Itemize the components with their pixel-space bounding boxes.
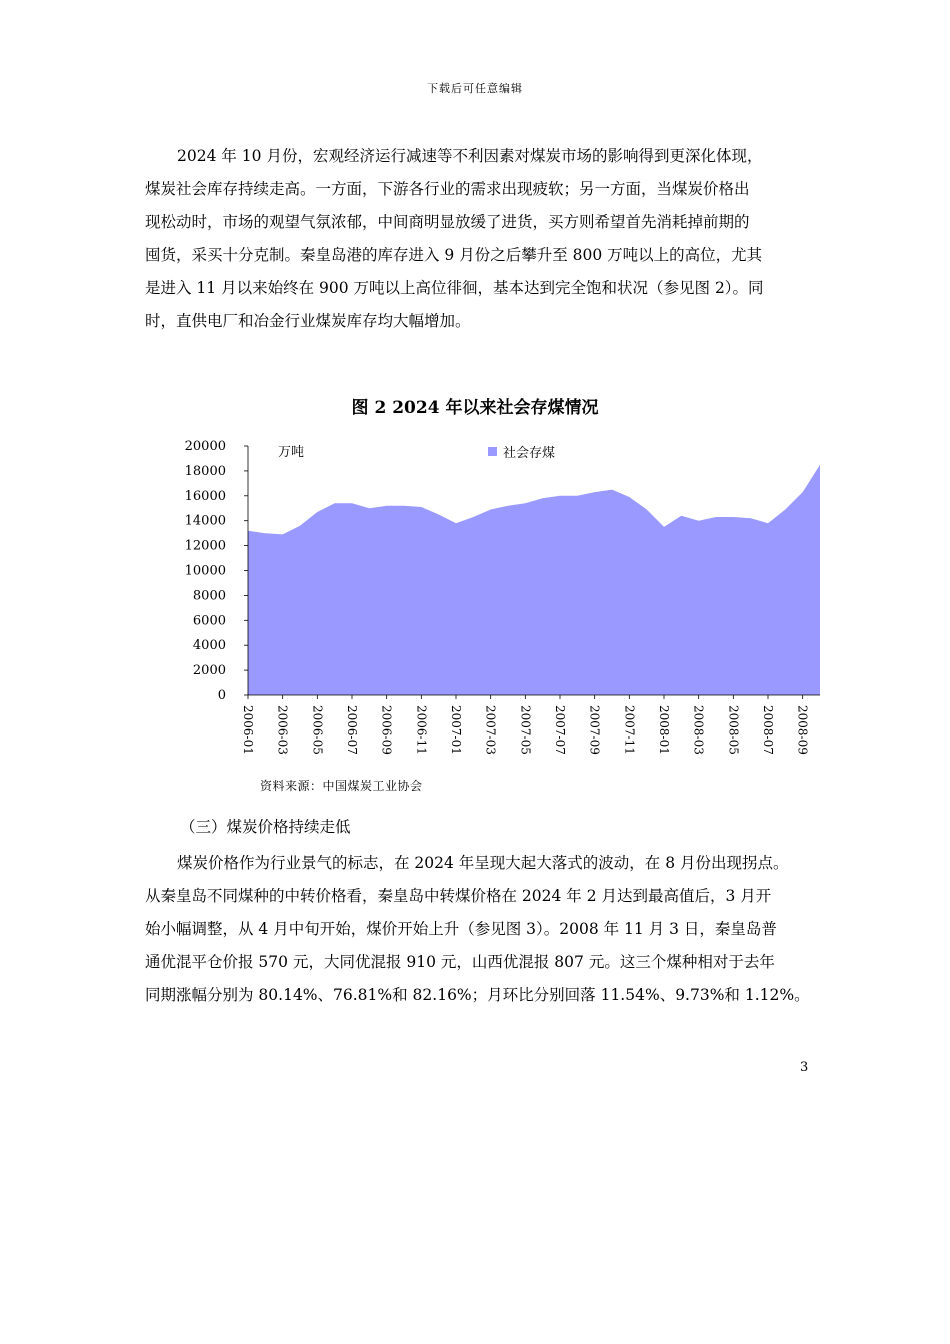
inventory-area-chart bbox=[170, 432, 830, 772]
source-note: 资料来源：中国煤炭工业协会 bbox=[260, 779, 423, 793]
x-tick-label: 2008-01 bbox=[657, 705, 671, 755]
section-heading: （三）煤炭价格持续走低 bbox=[180, 818, 351, 836]
x-tick-label: 2006-09 bbox=[379, 705, 394, 755]
text-line: 煤炭社会库存持续走高。一方面，下游各行业的需求出现疲软；另一方面，当煤炭价格出 bbox=[145, 180, 750, 198]
text-line: 现松动时，市场的观望气氛浓郁，中间商明显放缓了进货，买方则希望首先消耗掉前期的 bbox=[145, 213, 750, 231]
y-tick-label: 20000 bbox=[184, 439, 226, 454]
y-tick-label: 10000 bbox=[184, 563, 226, 579]
x-tick-label: 2007-07 bbox=[553, 705, 567, 755]
text-line: 从秦皇岛不同煤种的中转价格看，秦皇岛中转煤价格在 2024 年 2 月达到最高值后，3 月开 bbox=[145, 887, 772, 905]
figure-title: 图 2 2024 年以来社会存煤情况 bbox=[351, 398, 599, 418]
y-tick-label: 0 bbox=[217, 688, 226, 703]
y-tick-label: 16000 bbox=[184, 488, 226, 504]
x-tick-label: 2008-03 bbox=[691, 705, 706, 755]
series-area-social-coal-stock bbox=[248, 465, 820, 695]
x-tick-label: 2008-05 bbox=[726, 705, 741, 755]
y-tick-label: 18000 bbox=[184, 463, 226, 479]
unit-label: 万吨 bbox=[278, 445, 305, 460]
x-tick-label: 2007-09 bbox=[587, 705, 602, 755]
legend-swatch bbox=[488, 447, 497, 456]
x-tick-label: 2006-03 bbox=[275, 705, 290, 755]
chart-svg bbox=[170, 432, 830, 772]
y-tick-label: 14000 bbox=[184, 513, 226, 529]
legend-label: 社会存煤 bbox=[503, 446, 556, 461]
text-line: 2024 年 10 月份，宏观经济运行减速等不利因素对煤炭市场的影响得到更深化体现， bbox=[177, 147, 763, 165]
x-tick-label: 2006-05 bbox=[310, 705, 325, 755]
text-line: 通优混平仓价报 570 元，大同优混报 910 元，山西优混报 807 元。这三个煤种相对于去年 bbox=[145, 953, 775, 971]
text-line: 同期涨幅分别为 80.14%、76.81%和 82.16%；月环比分别回落 11.54%、9.73%和 1.12%。 bbox=[145, 986, 810, 1004]
text-line: 时，直供电厂和冶金行业煤炭库存均大幅增加。 bbox=[145, 312, 471, 330]
paragraph-inventory bbox=[145, 140, 810, 338]
y-tick-label: 2000 bbox=[192, 663, 226, 679]
x-tick-label: 2006-11 bbox=[414, 705, 429, 755]
page-number: 3 bbox=[800, 1060, 809, 1075]
x-tick-label: 2006-01 bbox=[241, 705, 255, 755]
text-line: 始小幅调整，从 4 月中旬开始，煤价开始上升（参见图 3）。2008 年 11 月 3 日，秦皇岛普 bbox=[145, 920, 777, 938]
text-line: 是进入 11 月以来始终在 900 万吨以上高位徘徊，基本达到完全饱和状况（参见图 2）。同 bbox=[145, 279, 764, 297]
x-tick-label: 2007-11 bbox=[622, 705, 637, 755]
x-tick-label: 2007-05 bbox=[518, 705, 533, 755]
header-note: 下载后可任意编辑 bbox=[427, 82, 523, 95]
x-tick-label: 2006-07 bbox=[345, 705, 359, 755]
x-tick-label: 2007-01 bbox=[449, 705, 463, 755]
y-tick-label: 4000 bbox=[192, 638, 226, 654]
paragraph-price bbox=[145, 847, 810, 1012]
y-tick-label: 8000 bbox=[192, 588, 226, 604]
x-tick-label: 2008-07 bbox=[761, 705, 775, 755]
x-tick-label: 2007-03 bbox=[483, 705, 498, 755]
y-tick-label: 12000 bbox=[184, 538, 226, 554]
y-tick-label: 6000 bbox=[192, 613, 226, 629]
x-tick-label: 2008-09 bbox=[795, 705, 810, 755]
text-line: 煤炭价格作为行业景气的标志，在 2024 年呈现大起大落式的波动，在 8 月份出现拐点。 bbox=[177, 854, 789, 872]
text-line: 囤货，采买十分克制。秦皇岛港的库存进入 9 月份之后攀升至 800 万吨以上的高位，尤其 bbox=[145, 246, 763, 264]
